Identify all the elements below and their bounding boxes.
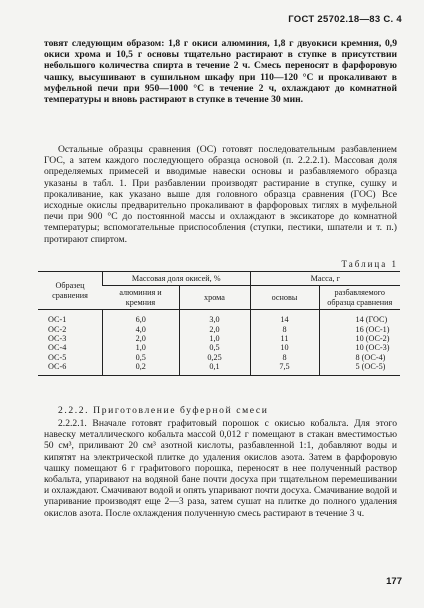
cell-sample: ОС-5: [48, 352, 67, 362]
cell-sample: ОС-3: [48, 334, 67, 344]
col-base-header: основы: [250, 286, 319, 310]
samples-table: [38, 271, 400, 376]
cell-cr: 2,0: [179, 325, 250, 334]
cell-base: 8: [250, 353, 319, 362]
cell-diluted: 14 (ГОС): [319, 310, 400, 325]
table-row: [38, 343, 400, 352]
cell-diluted: 10 (ОС-2): [319, 334, 400, 343]
cell-diluted: 16 (ОС-1): [319, 325, 400, 334]
cell-base: 10: [250, 343, 319, 352]
paragraph-3-text: 2.2.2.1. Вначале готовят графитовый порошок с окисью кобальта. Для этого навеску металлического кобальта массой 0,012 г помещают в стакан вместимостью 50 см³, приливают 20 см³ азотной кислоты, разбавленной 1:1, добавляют воды и кипятят на электрической плитке до удаления окислов азота. Затем в фарфоровую чашку помещают 6 г графитового порошка, переносят в нее полученный раствор кобальта, упаривают на водяной бане почти досуха при тщательном перемешивании и охлаждают. Смачивают водой и опять упаривают почти досуха. Смачивание водой и упаривание производят еще 2—3 раза, затем сушат на плитке до полного удаления окислов азота. После охлаждения полученную смесь растирают в течение 3 ч.: [44, 418, 397, 519]
cell-cr: 1,0: [179, 334, 250, 343]
cell-al-si: 6,0: [103, 310, 180, 325]
cell-base: 11: [250, 334, 319, 343]
cell-diluted: 10 (ОС-3): [319, 343, 400, 352]
section-title: 2.2.2. Приготовление буферной смеси: [58, 405, 269, 416]
cell-cr: 0,1: [179, 362, 250, 375]
group-fraction-header: Массовая доля окисей, %: [103, 272, 251, 286]
cell-sample: ОС-4: [48, 343, 67, 353]
paragraph-2: [44, 144, 397, 245]
col-cr-header: хрома: [179, 286, 250, 310]
cell-al-si: 0,2: [103, 362, 180, 375]
cell-cr: 0,25: [179, 353, 250, 362]
cell-base: 7,5: [250, 362, 319, 375]
cell-cr: 0,5: [179, 343, 250, 352]
cell-sample: ОС-2: [48, 324, 67, 334]
cell-sample: ОС-1: [48, 315, 67, 325]
cell-al-si: 1,0: [103, 343, 180, 352]
cell-diluted: 5 (ОС-5): [319, 362, 400, 375]
col-sample-header: Образец сравнения: [38, 272, 103, 310]
paragraph-2-text: Остальные образцы сравнения (ОС) готовят последовательным разбавлением ГОС, а затем каждого последующего образца основой (п. 2.2.2.1). Массовая доля определяемых примесей и вводимые навески основы и разбавляемого образца указаны в табл. 1. При разбавлении производят растирание в ступке, сушку и прокаливание, как указано выше для головного образца сравнения (ГОС) Все исходные окислы предварительно прокаливают в фарфоровых тиглях в муфельной печи при 900 °C до постоянной массы и охлаждают в эксикаторе до комнатной температуры; вспомогательные приспособления (ступки, пестики, шпатели и т. п.) протирают спиртом.: [44, 144, 397, 245]
page-header: ГОСТ 25702.18—83 С. 4: [288, 14, 402, 25]
col-al-si-header: алюминия и кремния: [103, 286, 180, 310]
table-row: [38, 310, 400, 325]
col-diluted-header: разбавляемого образца сравнения: [319, 286, 400, 310]
cell-base: 8: [250, 325, 319, 334]
cell-al-si: 2,0: [103, 334, 180, 343]
table-row: [38, 325, 400, 334]
table-row: [38, 353, 400, 362]
table-caption: Таблица 1: [341, 259, 398, 269]
paragraph-3: [44, 418, 397, 519]
paragraph-1: [44, 38, 397, 105]
page-number: 177: [386, 576, 402, 587]
cell-diluted: 8 (ОС-4): [319, 353, 400, 362]
table-row: [38, 362, 400, 375]
cell-al-si: 0,5: [103, 353, 180, 362]
cell-sample: ОС-6: [38, 362, 103, 375]
group-mass-header: Масса, г: [250, 272, 400, 286]
table-row: [38, 334, 400, 343]
paragraph-1-text: товят следующим образом: 1,8 г окиси алюминия, 1,8 г двуокиси кремния, 0,9 окиси хрома и 10,5 г основы тщательно растирают в ступке в присутствии небольшого количества спирта в течение 2 ч. Смесь переносят в фарфоровую чашку, высушивают в сушильном шкафу при 110—120 °C и прокаливают в муфельной печи при 950—1000 °C в течение 2 ч, охлаждают до комнатной температуры и вновь растирают в ступке в течение 30 мин.: [44, 38, 397, 106]
cell-cr: 3,0: [179, 310, 250, 325]
cell-base: 14: [250, 310, 319, 325]
cell-al-si: 4,0: [103, 325, 180, 334]
